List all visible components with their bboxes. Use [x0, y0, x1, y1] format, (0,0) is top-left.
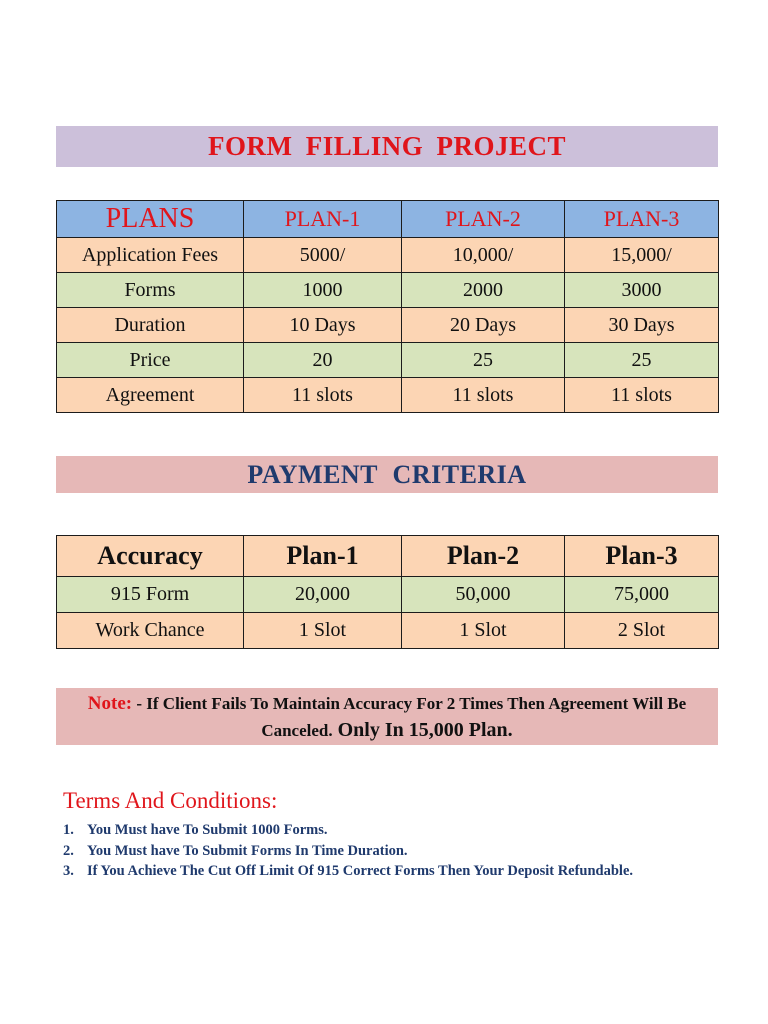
header-cell: Plan-3 — [565, 536, 719, 577]
plans-table — [56, 200, 719, 413]
table-row — [57, 238, 719, 273]
page-title-banner — [56, 126, 718, 167]
table-cell: 2 Slot — [565, 613, 719, 649]
payment-table — [56, 535, 719, 649]
header-cell: PLAN-1 — [244, 201, 402, 238]
payment-criteria-title: PAYMENT CRITERIA — [247, 459, 527, 489]
table-row — [57, 378, 719, 413]
table-row — [57, 577, 719, 613]
table-cell: 11 slots — [402, 378, 565, 413]
payment-criteria-banner — [56, 456, 718, 493]
page-title: FORM FILLING PROJECT — [207, 131, 566, 161]
header-cell: PLANS — [57, 201, 244, 238]
note-box — [56, 688, 718, 745]
terms-heading: Terms And Conditions: — [63, 788, 278, 813]
note-text: - If Client Fails To Maintain Accuracy For 2 Times Then Agreement Will Be Canceled. — [132, 694, 687, 740]
term-text: You Must have To Submit 1000 Forms. — [87, 822, 328, 838]
list-item: 1. You Must have To Submit 1000 Forms. — [63, 822, 328, 838]
table-cell: 15,000/ — [565, 238, 719, 273]
table-cell: 25 — [402, 343, 565, 378]
table-cell: 75,000 — [565, 577, 719, 613]
plans-header-row — [57, 201, 719, 238]
list-item: 3. If You Achieve The Cut Off Limit Of 915 Correct Forms Then Your Deposit Refundable. — [63, 863, 634, 879]
header-cell: Plan-1 — [244, 536, 402, 577]
terms-list — [63, 820, 710, 882]
header-cell: Plan-2 — [402, 536, 565, 577]
note-emphasis: Only In 15,000 Plan. — [332, 719, 513, 741]
row-label: Work Chance — [57, 613, 244, 649]
payment-header-row — [57, 536, 719, 577]
note-label: Note: — [87, 693, 133, 714]
table-cell: 11 slots — [244, 378, 402, 413]
table-cell: 1000 — [244, 273, 402, 308]
row-label: Application Fees — [57, 238, 244, 273]
table-cell: 1 Slot — [402, 613, 565, 649]
row-label: Agreement — [57, 378, 244, 413]
header-cell: Accuracy — [57, 536, 244, 577]
table-cell: 25 — [565, 343, 719, 378]
table-cell: 2000 — [402, 273, 565, 308]
table-row — [57, 343, 719, 378]
table-cell: 50,000 — [402, 577, 565, 613]
table-cell: 3000 — [565, 273, 719, 308]
term-text: You Must have To Submit Forms In Time Duration. — [87, 842, 408, 859]
row-label: Duration — [57, 308, 244, 343]
table-row — [57, 273, 719, 308]
header-cell: PLAN-2 — [402, 201, 565, 238]
header-cell: PLAN-3 — [565, 201, 719, 238]
table-row — [57, 613, 719, 649]
term-text: If You Achieve The Cut Off Limit Of 915 Correct Forms Then Your Deposit Refundable. — [87, 863, 634, 879]
table-cell: 20,000 — [244, 577, 402, 613]
row-label: Price — [57, 343, 244, 378]
table-cell: 20 — [244, 343, 402, 378]
table-cell: 20 Days — [402, 308, 565, 343]
table-cell: 10,000/ — [402, 238, 565, 273]
row-label: Forms — [57, 273, 244, 308]
table-row — [57, 308, 719, 343]
table-cell: 11 slots — [565, 378, 719, 413]
row-label: 915 Form — [57, 577, 244, 613]
list-item: 2. You Must have To Submit Forms In Time Duration. — [63, 842, 408, 859]
table-cell: 10 Days — [244, 308, 402, 343]
table-cell: 1 Slot — [244, 613, 402, 649]
table-cell: 30 Days — [565, 308, 719, 343]
table-cell: 5000/ — [244, 238, 402, 273]
